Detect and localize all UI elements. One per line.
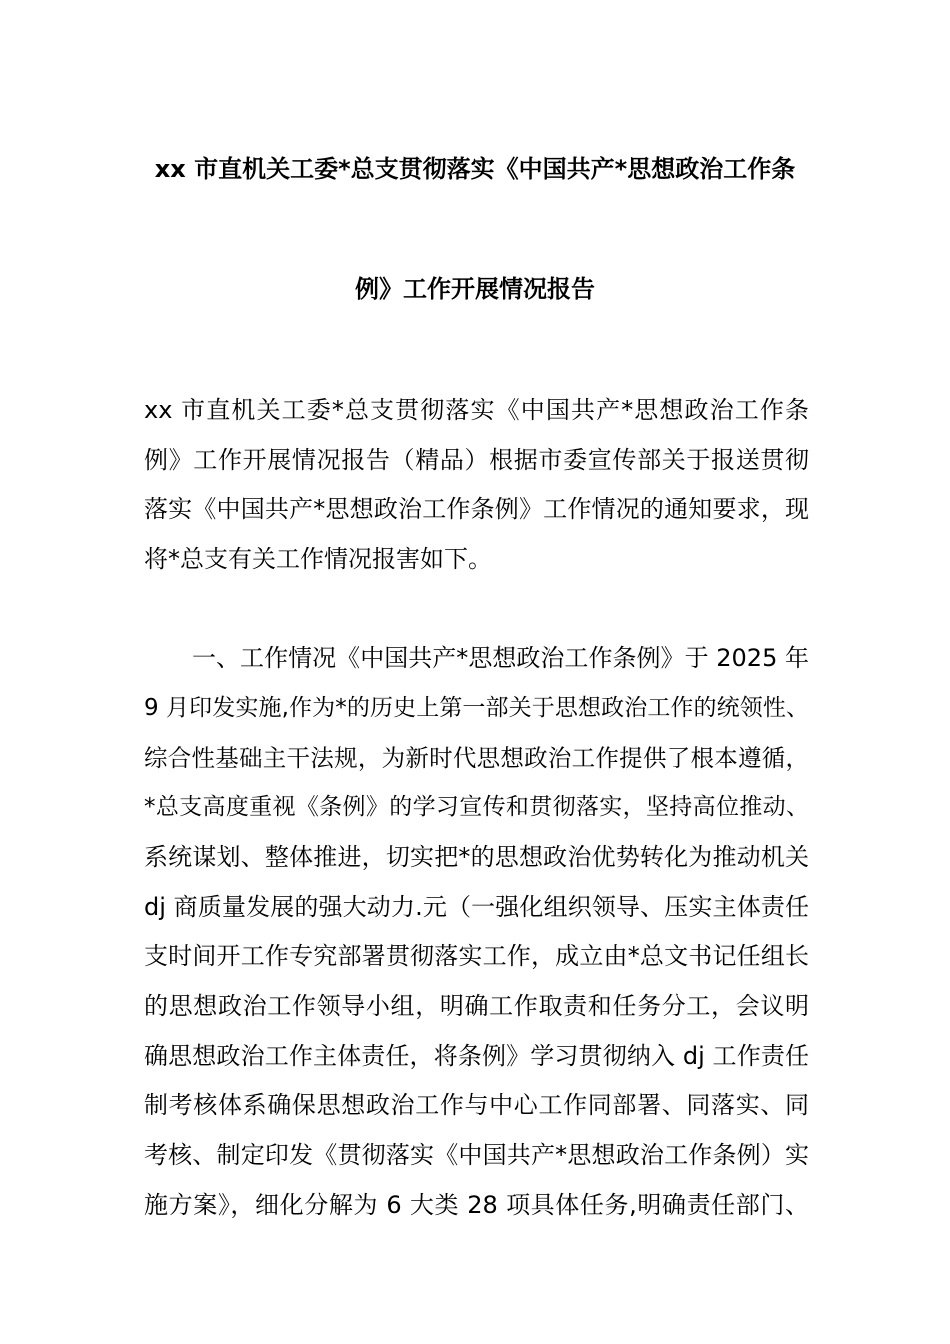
section-line-5: 系统谋划、整体推进，切实把*的思想政治优势转化为推动机关 bbox=[144, 843, 809, 871]
title-line-2: 例》工作开展情况报告 bbox=[355, 275, 595, 303]
intro-line-2: 例》工作开展情况报告（精品）根据市委宣传部关于报送贯彻 bbox=[144, 446, 809, 474]
section-line-1: 一、工作情况《中国共产*思想政治工作条例》于 2025 年 bbox=[192, 644, 809, 672]
section-line-10: 制考核体系确保思想政治工作与中心工作同部署、同落实、同 bbox=[144, 1091, 809, 1119]
section-line-11: 考核、制定印发《贯彻落实《中国共产*思想政治工作条例）实 bbox=[144, 1141, 809, 1169]
intro-line-4: 将*总支有关工作情况报害如下。 bbox=[144, 545, 492, 573]
section-line-12: 施方案》，细化分解为 6 大类 28 项具体任务,明确责任部门、 bbox=[144, 1191, 809, 1219]
section-line-2: 9 月印发实施,作为*的历史上第一部关于思想政治工作的统领性、 bbox=[144, 695, 809, 721]
title-line-1: xx 市直机关工委*总支贯彻落实《中国共产*思想政治工作条 bbox=[154, 155, 796, 183]
intro-line-1: xx 市直机关工委*总支贯彻落实《中国共产*思想政治工作条 bbox=[144, 396, 809, 424]
section-line-8: 的思想政治工作领导小组，明确工作取责和任务分工，会议明 bbox=[144, 992, 809, 1020]
section-line-4: *总支高度重视《条例》的学习宣传和贯彻落实，坚持高位推动、 bbox=[144, 794, 809, 820]
section-line-9: 确思想政治工作主体责任，将条例》学习贯彻纳入 dj 工作责任 bbox=[144, 1042, 809, 1070]
intro-line-3: 落实《中国共产*思想政治工作条例》工作情况的通知要求，现 bbox=[144, 495, 809, 523]
section-line-6: dj 商质量发展的强大动力.元（一强化组织领导、压实主体责任 bbox=[144, 893, 809, 921]
section-line-3: 综合性基础主干法规，为新时代思想政治工作提供了根本遵循， bbox=[144, 744, 809, 772]
section-line-7: 支时间开工作专究部署贯彻落实工作，成立由*总文书记任组长 bbox=[144, 942, 809, 970]
